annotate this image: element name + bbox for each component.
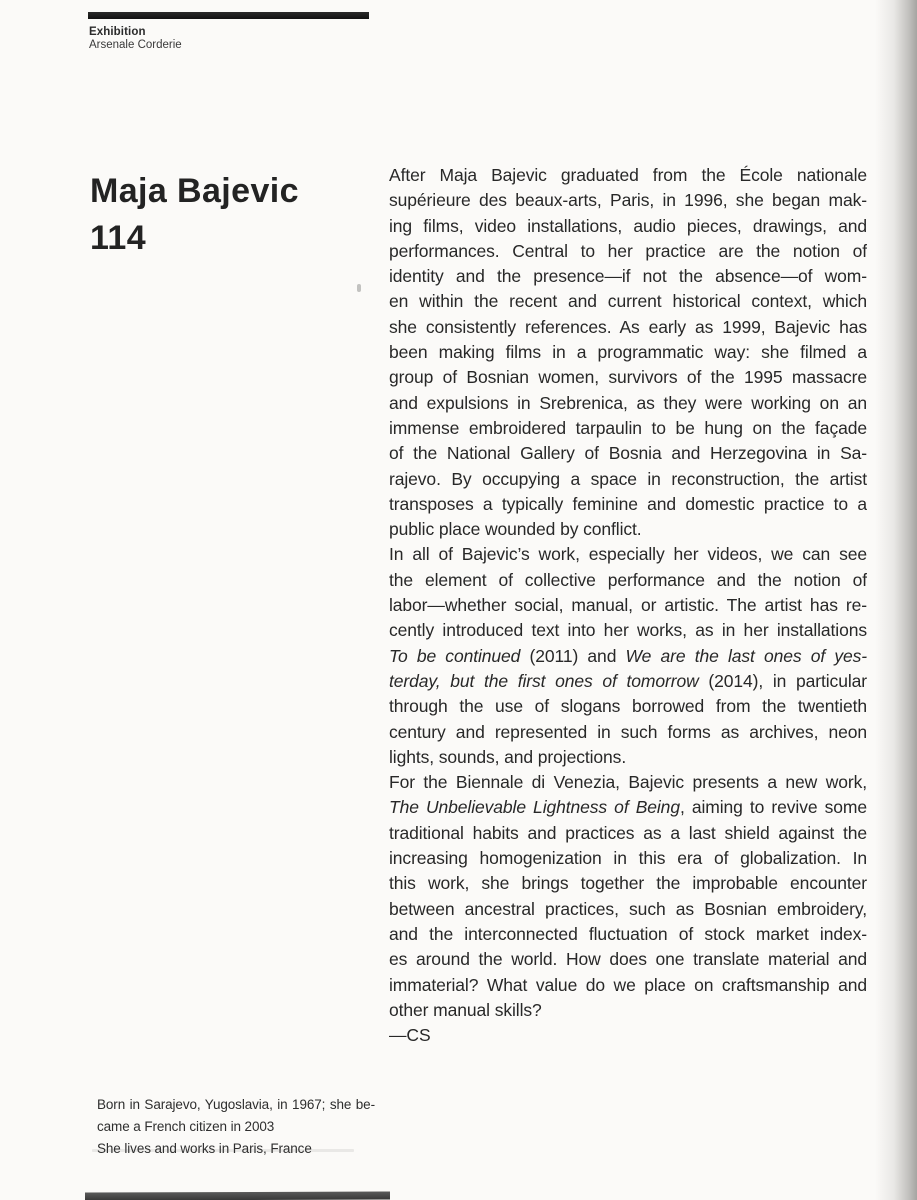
text-segment: of the National Gallery of Bosnia and Herzegovina in Sa- — [389, 443, 867, 464]
text-segment: other manual skills? — [389, 999, 542, 1020]
text-segment: ing films, video installations, audio pieces, drawings, and — [389, 215, 867, 236]
author-signature: —CS — [389, 1025, 431, 1046]
italic-work-title: terday, but the first ones of tomorrow — [389, 670, 699, 691]
text-segment: cently introduced text into her works, as in her installations — [389, 620, 867, 641]
text-line — [389, 669, 867, 694]
text-line — [389, 846, 867, 871]
text-segment: she consistently references. As early as 1999, Bajevic has — [389, 316, 867, 337]
text-segment: Born in Sarajevo, Yugoslavia, in 1967; she be- — [97, 1097, 375, 1112]
text-line — [389, 163, 867, 188]
italic-work-title: To be continued — [389, 645, 521, 666]
text-segment: , aiming to revive some — [679, 797, 867, 818]
text-line — [389, 239, 867, 264]
text-line — [389, 264, 867, 289]
show-through-line — [92, 1149, 354, 1152]
text-line — [389, 441, 867, 466]
text-line — [389, 770, 867, 795]
text-segment: traditional habits and practices as a last shield against the — [389, 822, 867, 843]
text-segment: immense embroidered tarpaulin to be hung on the façade — [389, 417, 867, 438]
text-line — [389, 821, 867, 846]
text-segment: (2011) and — [520, 645, 626, 666]
essay-paragraphs — [389, 163, 867, 1023]
text-segment: labor—whether social, manual, or artistic. The artist has re- — [389, 595, 867, 616]
text-segment: group of Bosnian women, survivors of the 1995 massacre — [389, 367, 867, 388]
text-segment: immaterial? What value do we place on craftsmanship and — [389, 974, 867, 995]
text-line — [389, 947, 867, 972]
paragraph — [389, 542, 867, 770]
text-line — [389, 720, 867, 745]
text-line — [389, 391, 867, 416]
text-segment: came a French citizen in 2003 — [97, 1119, 275, 1134]
text-segment: this work, she brings together the improbable encounter — [389, 873, 867, 894]
text-line — [389, 340, 867, 365]
text-line — [389, 517, 867, 542]
header-rule-bar — [88, 12, 369, 19]
text-segment: (2014), in particular — [698, 670, 867, 691]
text-line — [389, 998, 867, 1023]
text-line — [389, 416, 867, 441]
text-segment: increasing homogenization in this era of globalization. In — [389, 848, 867, 869]
text-segment: public place wounded by conflict. — [389, 519, 642, 540]
next-page-bar — [85, 1191, 390, 1200]
text-segment: the element of collective performance and the notion of — [389, 569, 867, 590]
text-line — [389, 795, 867, 820]
text-segment: en within the recent and current historical context, which — [389, 291, 867, 312]
text-line — [389, 188, 867, 213]
text-line — [389, 542, 867, 567]
text-segment: She lives and works in Paris, France — [97, 1141, 312, 1156]
text-line — [389, 973, 867, 998]
text-segment: between ancestral practices, such as Bosnian embroidery, — [389, 898, 867, 919]
text-line — [389, 365, 867, 390]
text-line — [389, 289, 867, 314]
text-line — [389, 694, 867, 719]
text-line — [389, 745, 867, 770]
text-line — [389, 593, 867, 618]
page-number: 114 — [90, 219, 147, 257]
text-segment: and the interconnected fluctuation of stock market index- — [389, 923, 867, 944]
text-segment: century and represented in such forms as archives, neon — [389, 721, 867, 742]
text-line — [389, 871, 867, 896]
venue-label: Arsenale Corderie — [89, 39, 182, 51]
section-label: Exhibition — [89, 26, 146, 38]
text-line — [389, 618, 867, 643]
title-block — [90, 168, 299, 262]
text-line — [389, 922, 867, 947]
text-segment: supérieure des beaux-arts, Paris, in 1996, she began mak- — [389, 190, 867, 211]
italic-work-title: We are the last ones of yes- — [625, 645, 867, 666]
paragraph — [389, 163, 867, 542]
paragraph — [97, 1094, 375, 1138]
text-segment: transposes a typically feminine and domestic practice to a — [389, 493, 867, 514]
scan-speck-artifact — [357, 284, 361, 292]
text-segment: es around the world. How does one translate material and — [389, 949, 867, 970]
text-segment: identity and the presence—if not the absence—of wom- — [389, 266, 867, 287]
italic-work-title: The Unbelievable Lightness of Being — [389, 797, 680, 818]
page-edge-shadow — [875, 0, 917, 1200]
text-segment: After Maja Bajevic graduated from the École nationale — [389, 165, 867, 185]
artist-name: Maja Bajevic — [90, 172, 299, 210]
text-segment: been making films in a programmatic way: she filmed a — [389, 342, 867, 363]
text-segment: lights, sounds, and projections. — [389, 746, 627, 767]
text-segment: and expulsions in Srebrenica, as they were working on an — [389, 392, 867, 413]
text-line — [389, 897, 867, 922]
text-segment: In all of Bajevic’s work, especially her videos, we can see — [389, 544, 867, 565]
text-line — [97, 1116, 375, 1138]
text-line — [389, 315, 867, 340]
text-line — [389, 644, 867, 669]
text-line — [389, 568, 867, 593]
paragraph — [389, 770, 867, 1023]
text-segment: performances. Central to her practice are the notion of — [389, 240, 867, 261]
text-line — [389, 214, 867, 239]
text-segment: through the use of slogans borrowed from the twentieth — [389, 696, 867, 717]
text-segment: For the Biennale di Venezia, Bajevic presents a new work, — [389, 772, 867, 793]
essay-column — [389, 163, 867, 1048]
text-line — [97, 1094, 375, 1116]
text-segment: rajevo. By occupying a space in reconstruction, the artist — [389, 468, 867, 489]
text-line — [389, 492, 867, 517]
text-line — [389, 467, 867, 492]
